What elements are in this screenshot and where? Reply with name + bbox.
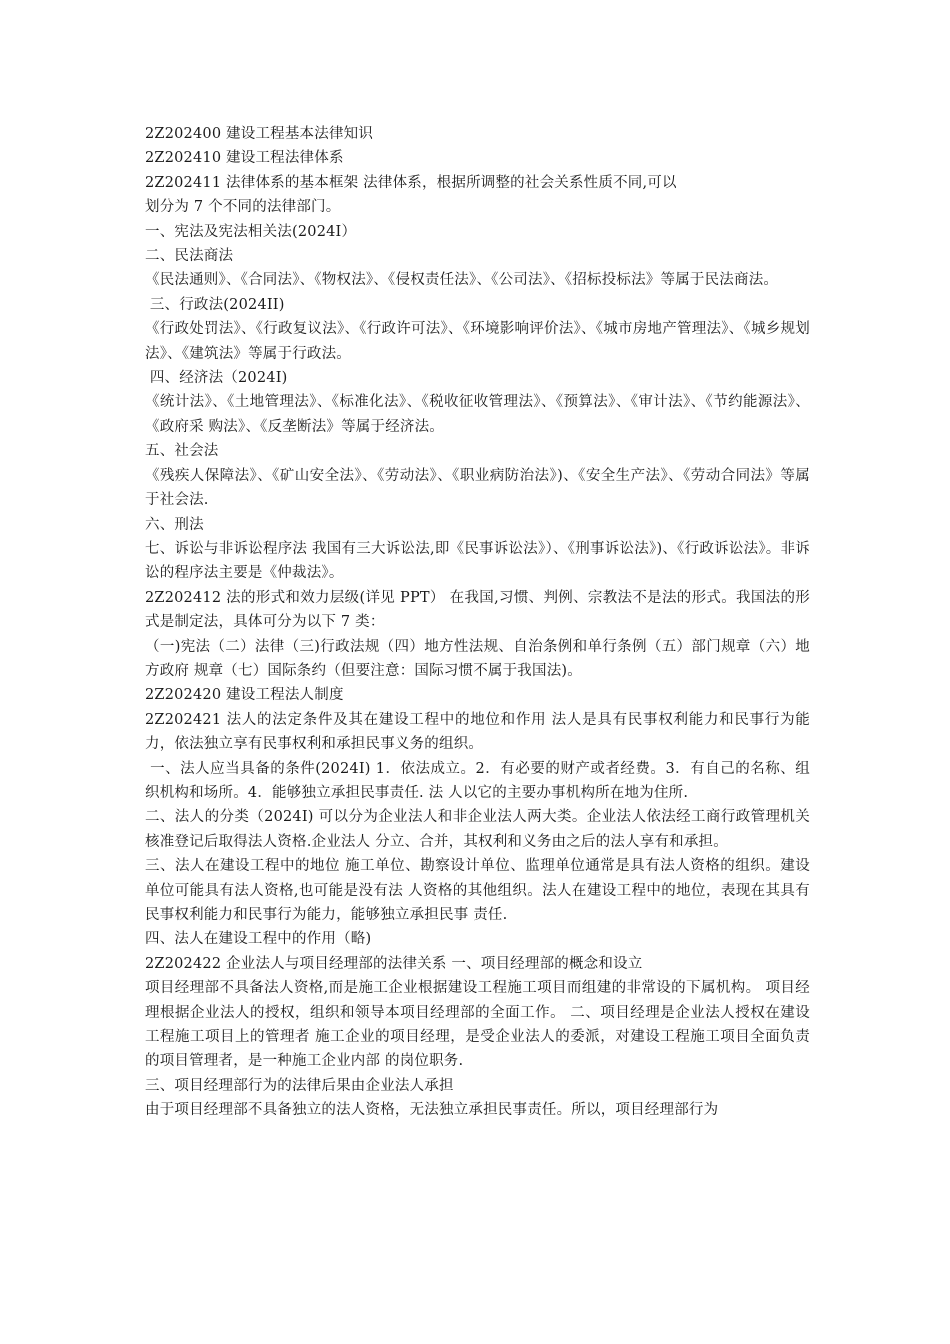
section-project-department-liability: 三、项目经理部行为的法律后果由企业法人承担 [145,1077,454,1094]
paragraph-2z202411: 2Z202411 法律体系的基本框架 法律体系，根据所调整的社会关系性质不同,可以 [145,174,677,191]
paragraph-legal-person-types: 二、法人的分类（2024I) 可以分为企业法人和非企业法人两大类。企业法人依法经工商行政管理机关核准登记后取得法人资格.企业法人 分立、合并，其权利和义务由之后的法人享有和承担。 [145,809,810,850]
paragraph-economic-laws: 《统计法》、《土地管理法》、《标准化法》、《税收征收管理法》、《预算法》、《审计法》、《节约能源法》、《政府采 购法》、《反垄断法》等属于经济法。 [145,394,810,435]
heading-2z202420: 2Z202420 建设工程法人制度 [145,687,344,704]
paragraph-legal-person-role: 四、法人在建设工程中的作用（略) [145,931,372,948]
section-administrative: 三、行政法(2024II) [145,296,285,313]
paragraph-administrative-laws: 《行政处罚法》、《行政复议法》、《行政许可法》、《环境影响评价法》、《城市房地产管理法》、《城乡规划法》、《建筑法》等属于行政法。 [145,321,810,362]
heading-2z202400: 2Z202400 建设工程基本法律知识 [145,126,374,142]
paragraph-project-department-liability: 由于项目经理部不具备独立的法人资格，无法独立承担民事责任。所以，项目经理部行为 [145,1102,719,1119]
paragraph-legal-person-conditions: 一、法人应当具备的条件(2024I) 1．依法成立。2．有必要的财产或者经费。3．有自己的名称、组织机构和场所。4．能够独立承担民事责任. 法 人以它的主要办事机构所在地为住所. [145,760,810,801]
section-criminal: 六、刑法 [145,516,204,533]
section-economic: 四、经济法（2024I) [145,370,288,387]
section-litigation: 七、诉讼与非诉讼程序法 我国有三大诉讼法,即《民事诉讼法》）、《刑事诉讼法》)、《行政诉讼法》。非诉讼的程序法主要是《仲裁法》。 [145,540,810,582]
section-social: 五、社会法 [145,443,219,460]
section-constitution: 一、宪法及宪法相关法(2024I） [145,223,357,240]
paragraph-2z202412: 2Z202412 法的形式和效力层级(详见 PPT） 在我国,习惯、判例、宗教法不是法的形式。我国法的形式是制定法，具体可分为以下 7 类： [145,589,810,631]
paragraph-civil-laws: 《民法通则》、《合同法》、《物权法》、《侵权责任法》、《公司法》、《招标投标法》等属于民法商法。 [145,272,779,289]
heading-2z202422: 2Z202422 企业法人与项目经理部的法律关系 一、项目经理部的概念和设立 [145,955,643,972]
paragraph-social-laws: 《残疾人保障法》、《矿山安全法》、《劳动法》、《职业病防治法》)、《安全生产法》、《劳动合同法》等属于社会法. [145,467,810,509]
paragraph-legal-person-status: 三、法人在建设工程中的地位 施工单位、勘察设计单位、监理单位通常是具有法人资格的组织。建设单位可能具有法人资格,也可能是没有法 人资格的其他组织。法人在建设工程中的地位，表现在其具有民事权利能力和民事行为能力，能够独立承担民事 责任. [145,858,810,923]
heading-2z202410: 2Z202410 建设工程法律体系 [145,150,344,167]
paragraph-law-forms: （一)宪法（二）法律（三)行政法规（四）地方性法规、自治条例和单行条例（五）部门规章（六）地方政府 规章（七）国际条约（但要注意：国际习惯不属于我国法)。 [145,638,810,679]
paragraph-project-department: 项目经理部不具备法人资格,而是施工企业根据建设工程施工项目而组建的非常设的下属机构。 项目经理根据企业法人的授权，组织和领导本项目经理部的全面工作。 二、项目经理是企业法人授权在建设工程施工项目上的管理者 施工企业的项目经理，是受企业法人的委派，对建设工程施工项目全面负责的项目管理者，是一种施工企业内部 的岗位职务. [145,980,810,1070]
section-civil-commercial: 二、民法商法 [145,248,234,265]
paragraph-2z202411-cont: 划分为 7 个不同的法律部门。 [145,199,341,216]
document-body [145,122,810,1123]
paragraph-2z202421: 2Z202421 法人的法定条件及其在建设工程中的地位和作用 法人是具有民事权利能力和民事行为能力，依法独立享有民事权利和承担民事义务的组织。 [145,711,810,753]
